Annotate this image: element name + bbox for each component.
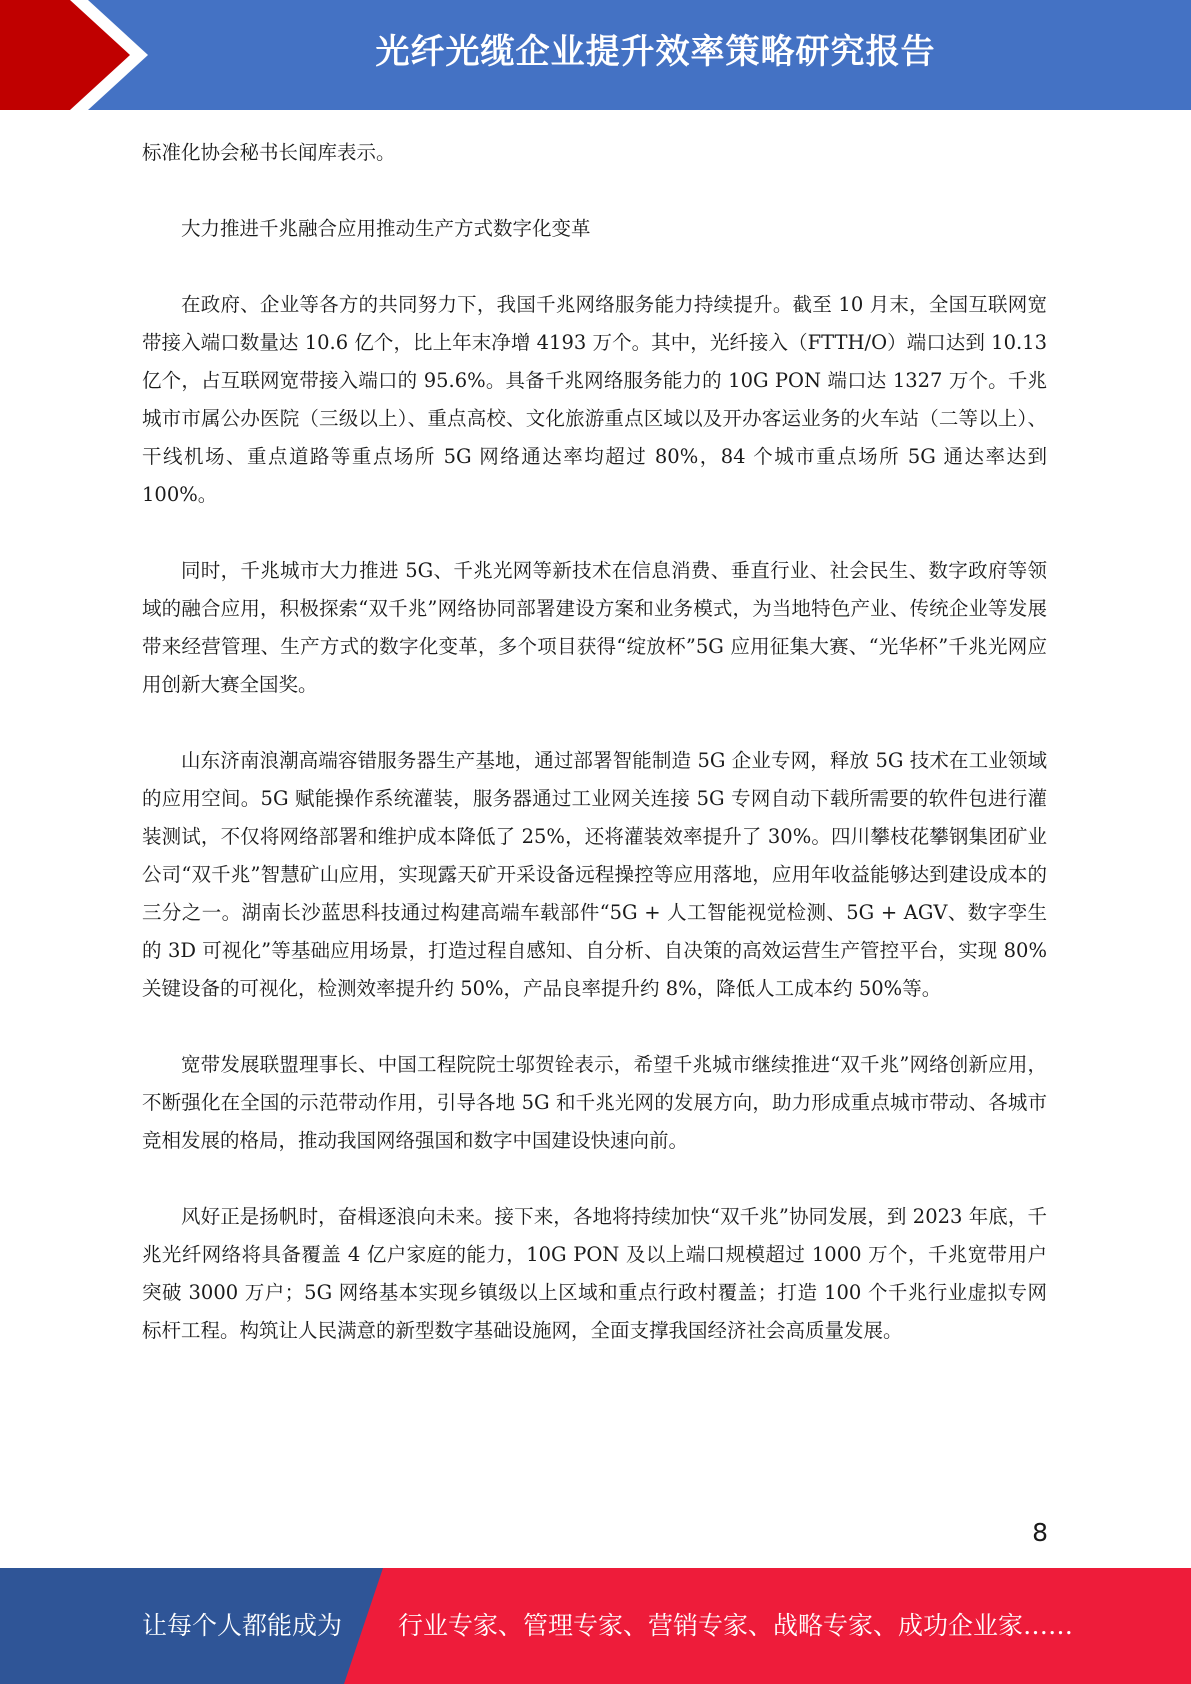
paragraph: 同时，千兆城市大力推进 5G、千兆光网等新技术在信息消费、垂直行业、社会民生、数字政府等领域的融合应用，积极探索“双千兆”网络协同部署建设方案和业务模式，为当地特色产业、传统企业等发展带来经营管理、生产方式的数字化变革，多个项目获得“绽放杯”5G 应用征集大赛、“光华杯”千兆光网应用创新大赛全国奖。 (142, 559, 1047, 696)
paragraph-continuation: 标准化协会秘书长闻库表示。 (142, 141, 396, 164)
footer-slogan-left: 让每个人都能成为 (142, 1611, 343, 1640)
paragraph: 宽带发展联盟理事长、中国工程院院士邬贺铨表示，希望千兆城市继续推进“双千兆”网络创新应用，不断强化在全国的示范带动作用，引导各地 5G 和千兆光网的发展方向，助力形成重点城市带动、各城市竞相发展的格局，推动我国网络强国和数字中国建设快速向前。 (142, 1053, 1047, 1152)
page-footer (0, 1568, 1191, 1684)
paragraph: 风好正是扬帆时，奋楫逐浪向未来。接下来，各地将持续加快“双千兆”协同发展，到 2023 年底，千兆光纤网络将具备覆盖 4 亿户家庭的能力，10G PON 及以上端口规模超过 1000 万个，千兆宽带用户突破 3000 万户；5G 网络基本实现乡镇级以上区域和重点行政村覆盖；打造 100 个千兆行业虚拟专网标杆工程。构筑让人民满意的新型数字基础设施网，全面支撑我国经济社会高质量发展。 (142, 1205, 1047, 1342)
footer-slogan-right: 行业专家、管理专家、营销专家、战略专家、成功企业家…… (398, 1611, 1074, 1640)
chevron-arrow-icon (0, 0, 160, 110)
paragraph: 山东济南浪潮高端容错服务器生产基地，通过部署智能制造 5G 企业专网，释放 5G 技术在工业领域的应用空间。5G 赋能操作系统灌装，服务器通过工业网关连接 5G 专网自动下载所需要的软件包进行灌装测试，不仅将网络部署和维护成本降低了 25%，还将灌装效率提升了 30%。四川攀枝花攀钢集团矿业公司“双千兆”智慧矿山应用，实现露天矿开采设备远程操控等应用落地，应用年收益能够达到建设成本的三分之一。湖南长沙蓝思科技通过构建高端车载部件“5G + 人工智能视觉检测、5G + AGV、数字孪生的 3D 可视化”等基础应用场景，打造过程自感知、自分析、自决策的高效运营生产管控平台，实现 80%关键设备的可视化，检测效率提升约 50%，产品良率提升约 8%，降低人工成本约 50%等。 (142, 749, 1047, 1000)
document-title: 光纤光缆企业提升效率策略研究报告 (375, 32, 936, 72)
page-header (0, 0, 1191, 110)
section-heading: 大力推进千兆融合应用推动生产方式数字化变革 (181, 217, 591, 240)
page-number: 8 (1032, 1518, 1048, 1547)
paragraph: 在政府、企业等各方的共同努力下，我国千兆网络服务能力持续提升。截至 10 月末，全国互联网宽带接入端口数量达 10.6 亿个，比上年末净增 4193 万个。其中，光纤接入（FTTH/O）端口达到 10.13 亿个，占互联网宽带接入端口的 95.6%。具备千兆网络服务能力的 10G PON 端口达 1327 万个。千兆城市市属公办医院（三级以上）、重点高校、文化旅游重点区域以及开办客运业务的火车站（二等以上）、干线机场、重点道路等重点场所 5G 网络通达率均超过 80%，84 个城市重点场所 5G 通达率达到 100%。 (142, 293, 1047, 506)
document-body (142, 134, 1047, 1388)
